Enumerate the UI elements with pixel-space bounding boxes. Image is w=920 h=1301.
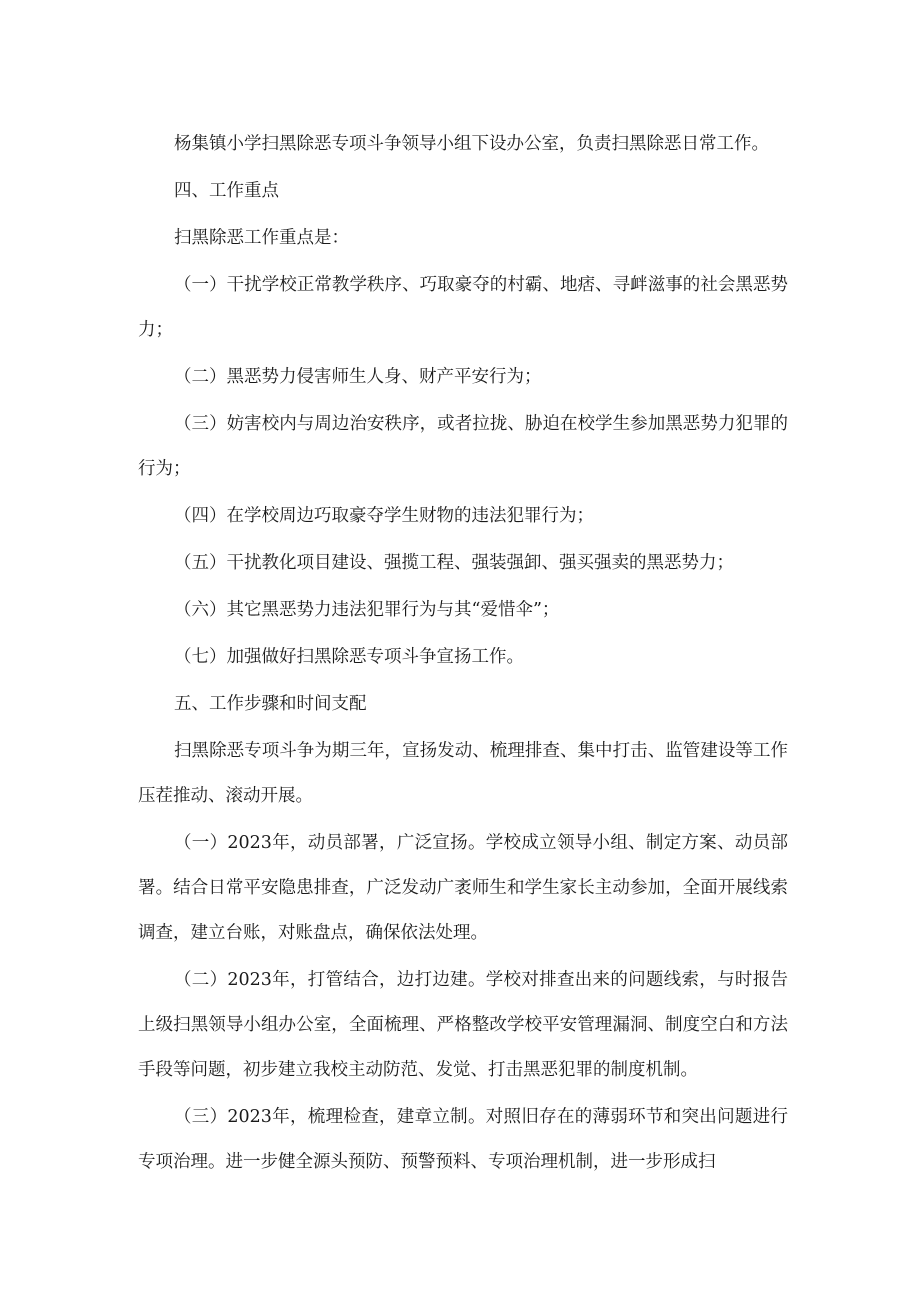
heading-steps-schedule: 五、工作步骤和时间支配 [174, 694, 367, 714]
list-item-focus-4: （四）在学校周边巧取豪夺学生财物的违法犯罪行为； [174, 506, 594, 526]
list-item-focus-3: （三）妨害校内与周边治安秩序，或者拉拢、胁迫在校学生参加黑恶势力犯罪的行为； [138, 414, 788, 479]
list-item-focus-2: （二）黑恶势力侵害师生人身、财产平安行为； [174, 367, 542, 387]
paragraph-focus-intro: 扫黑除恶工作重点是： [174, 228, 349, 248]
list-item-focus-6: （六）其它黑恶势力违法犯罪行为与其“爱惜伞”； [174, 600, 560, 620]
list-item-step-1: （一）2023年，动员部署，广泛宣扬。学校成立领导小组、制定方案、动员部署。结合日常平安隐患排查，广泛发动广袤师生和学生家长主动参加，全面开展线索调查，建立台账，对账盘点，确保依法处理。 [138, 833, 788, 943]
list-item-step-3: （三）2023年，梳理检查，建章立制。对照旧存在的薄弱环节和突出问题进行专项治理。进一步健全源头预防、预警预料、专项治理机制，进一步形成扫 [138, 1107, 788, 1172]
paragraph-steps-intro: 扫黑除恶专项斗争为期三年，宣扬发动、梳理排查、集中打击、监管建设等工作压茬推动、滚动开展。 [138, 741, 788, 806]
list-item-focus-7: （七）加强做好扫黑除恶专项斗争宣扬工作。 [174, 647, 524, 667]
paragraph-office: 杨集镇小学扫黑除恶专项斗争领导小组下设办公室，负责扫黑除恶日常工作。 [174, 134, 769, 154]
document-body [138, 122, 788, 1185]
list-item-focus-1: （一）干扰学校正常教学秩序、巧取豪夺的村霸、地痞、寻衅滋事的社会黑恶势力； [138, 275, 788, 340]
list-item-step-2: （二）2023年，打管结合，边打边建。学校对排查出来的问题线索，与时报告上级扫黑领导小组办公室，全面梳理、严格整改学校平安管理漏洞、制度空白和方法手段等问题，初步建立我校主动防范、发觉、打击黑恶犯罪的制度机制。 [138, 970, 788, 1080]
list-item-focus-5: （五）干扰教化项目建设、强揽工程、强装强卸、强买强卖的黑恶势力； [174, 553, 734, 573]
heading-work-focus: 四、工作重点 [174, 181, 279, 201]
